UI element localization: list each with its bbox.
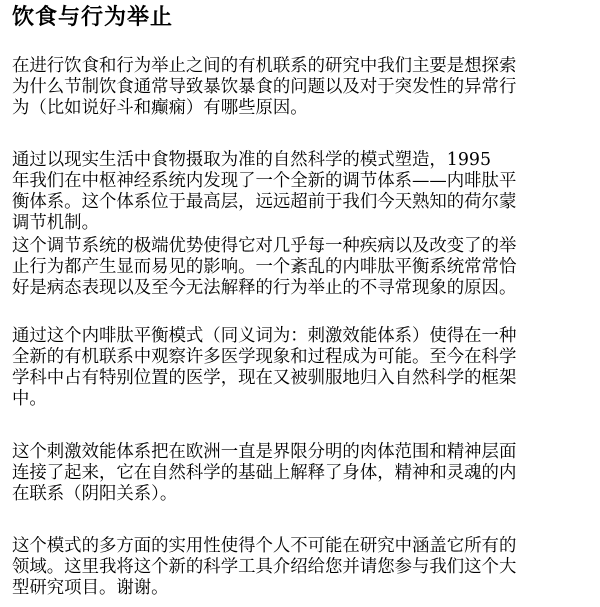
paragraph-line: 在联系（阴阳关系）。	[12, 484, 178, 504]
paragraph-6	[12, 536, 588, 599]
paragraph-3	[12, 236, 588, 299]
paragraph-line: 这个模式的多方面的实用性使得个人不可能在研究中涵盖它所有的	[12, 536, 517, 556]
paragraph-line: 好是病态表现以及至今无法解释的行为举止的不寻常现象的原因。	[12, 278, 517, 298]
paragraph-line: 年我们在中枢神经系统内发现了一个全新的调节体系——内啡肽平	[12, 171, 517, 191]
paragraph-line: 为什么节制饮食通常导致暴饮暴食的问题以及对于突发性的异常行	[12, 77, 517, 97]
paragraph-1	[12, 56, 588, 119]
paragraph-line: 调节机制。	[12, 213, 99, 233]
paragraph-line: 为（比如说好斗和癫痫）有哪些原因。	[12, 98, 308, 118]
paragraph-line: 衡体系。这个体系位于最高层，远远超前于我们今天熟知的荷尔蒙	[12, 192, 517, 212]
paragraph-line: 通过这个内啡肽平衡模式（同义词为：刺激效能体系）使得在一种	[12, 326, 517, 346]
paragraph-line: 在进行饮食和行为举止之间的有机联系的研究中我们主要是想探索	[12, 56, 517, 76]
paragraph-4	[12, 326, 588, 410]
paragraph-line: 连接了起来，它在自然科学的基础上解释了身体，精神和灵魂的内	[12, 463, 517, 483]
paragraph-line: 通过以现实生活中食物摄取为准的自然科学的模式塑造，1995	[12, 150, 492, 170]
paragraph-line: 领域。这里我将这个新的科学工具介绍给您并请您参与我们这个大	[12, 557, 517, 577]
paragraph-line: 全新的有机联系中观察许多医学现象和过程成为可能。至今在科学	[12, 347, 517, 367]
paragraph-5	[12, 442, 588, 505]
paragraph-line: 止行为都产生显而易见的影响。一个紊乱的内啡肽平衡系统常常恰	[12, 257, 517, 277]
paragraph-line: 这个刺激效能体系把在欧洲一直是界限分明的肉体范围和精神层面	[12, 442, 517, 462]
paragraph-line: 中。	[12, 389, 47, 409]
paragraph-line: 学科中占有特别位置的医学，现在又被驯服地归入自然科学的框架	[12, 368, 517, 388]
document-title: 饮食与行为举止	[12, 4, 174, 30]
paragraph-2	[12, 150, 588, 234]
paragraph-line: 这个调节系统的极端优势使得它对几乎每一种疾病以及改变了的举	[12, 236, 517, 256]
paragraph-line: 型研究项目。谢谢。	[12, 578, 169, 598]
